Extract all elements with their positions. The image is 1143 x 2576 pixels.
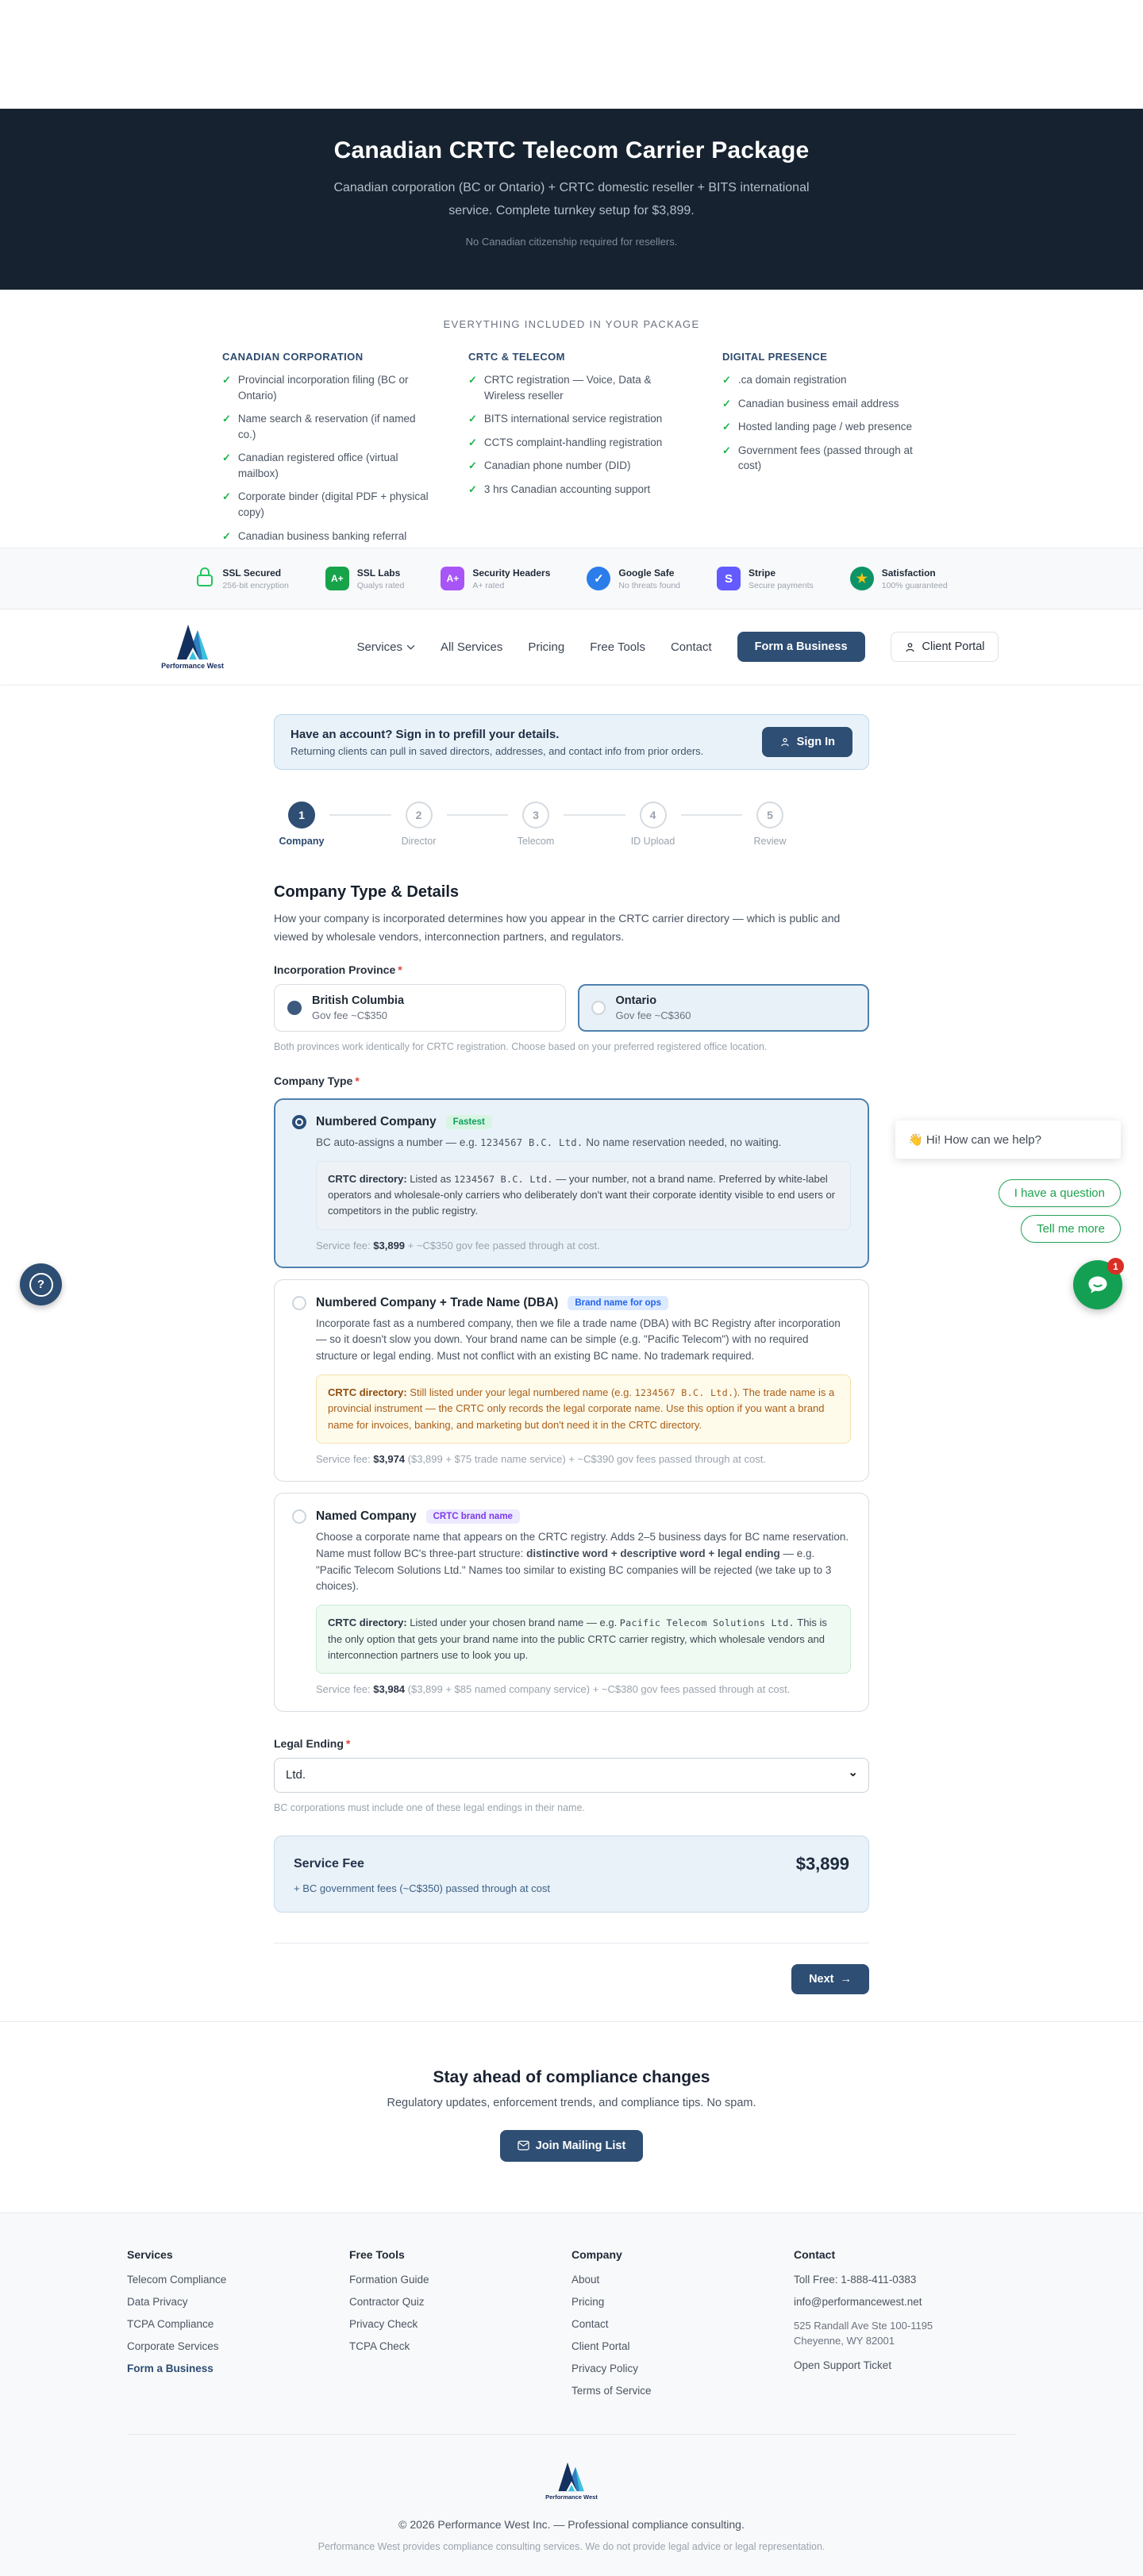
nav-link-contact[interactable]: Contact — [670, 640, 712, 654]
included-column-title: DIGITAL PRESENCE — [722, 351, 828, 363]
footer-column-title: Free Tools — [349, 2247, 405, 2261]
form-divider — [274, 1943, 869, 1944]
footer-divider — [127, 2434, 1016, 2435]
list-item-label: Name search & reservation (if named co.) — [237, 413, 416, 440]
included-section — [0, 290, 1143, 548]
step-company[interactable] — [274, 802, 329, 847]
check-icon: ✓ — [468, 413, 477, 425]
list-item — [222, 489, 433, 520]
footer-link-data-privacy[interactable]: Data Privacy — [127, 2295, 188, 2308]
performance-west-logo-icon — [176, 624, 210, 660]
option-title: Named Company — [316, 1509, 417, 1523]
list-item — [722, 443, 921, 474]
footer-link-privacy-policy[interactable]: Privacy Policy — [572, 2362, 639, 2374]
form-lead-text: How your company is incorporated determines how you appear in the CRTC carrier directory — which is public and viewed by wholesale vendors, interconnection partners, and regulators. — [274, 912, 841, 944]
client-portal-button[interactable]: Client Portal — [891, 632, 999, 662]
step-review[interactable] — [742, 802, 798, 847]
list-item-label: Hosted landing page / web presence — [737, 421, 913, 433]
list-item-label: Corporate binder (digital PDF + physical copy) — [237, 490, 429, 518]
badge-sub: A+ rated — [472, 580, 505, 590]
step-circle: 4 — [640, 802, 667, 829]
check-icon: ✓ — [468, 483, 477, 495]
step-label: Telecom — [517, 836, 555, 847]
trust-badge-stripe — [717, 567, 814, 590]
list-item-label: Canadian business email address — [737, 397, 899, 409]
chat-unread-badge: 1 — [1107, 1258, 1124, 1275]
option-service-fee: Service fee: $3,899 + ~C$350 gov fee passed through at cost. — [316, 1239, 600, 1251]
chevron-down-icon: ⌄ — [848, 1765, 858, 1779]
crtc-directory-note: CRTC directory: Still listed under your legal numbered name (e.g. 1234567 B.C. Ltd.). The trade name is a provincial instrument — the CRTC only records the legal corporate name. Use this option if you want a brand name for invoices, banking, and marketing but don't need it in the CRTC directory. — [316, 1375, 851, 1443]
person-icon — [779, 736, 791, 748]
footer-copyright: © 2026 Performance West Inc. — Professional compliance consulting. — [398, 2517, 745, 2531]
list-item-label: Canadian business banking referral — [237, 529, 407, 542]
included-column-title: CRTC & TELECOM — [468, 351, 565, 363]
main-navbar — [0, 609, 1143, 684]
required-asterisk: * — [345, 1736, 351, 1750]
option-service-fee: Service fee: $3,974 ($3,899 + $75 trade name service) + ~C$390 gov fees passed through at cost. — [316, 1452, 766, 1465]
list-item — [722, 396, 921, 412]
next-button[interactable]: Next → — [791, 1964, 869, 1994]
footer-link-formation-guide[interactable]: Formation Guide — [349, 2273, 429, 2286]
nav-link-free-tools[interactable]: Free Tools — [590, 640, 645, 654]
trust-badge-satisfaction — [850, 567, 948, 590]
option-service-fee: Service fee: $3,984 ($3,899 + $85 named company service) + ~C$380 gov fees passed through at cost. — [316, 1682, 791, 1695]
radio-icon[interactable] — [591, 1001, 606, 1015]
order-form-main — [274, 684, 869, 2021]
page-title: Company Type & Details — [274, 883, 460, 901]
list-item-label: Canadian registered office (virtual mailbox) — [237, 452, 398, 479]
brand-name: Performance West — [161, 662, 224, 670]
crtc-directory-note: CRTC directory: Listed as 1234567 B.C. Ltd. — your number, not a brand name. Preferred by white-label operators and wholesale-only carriers who deliberately don't want their corporate identity visible to end users or competitors in the public registry. — [316, 1161, 851, 1229]
stripe-icon: S — [717, 567, 741, 590]
mailing-title: Stay ahead of compliance changes — [433, 2067, 710, 2086]
footer-link-privacy-check[interactable]: Privacy Check — [349, 2317, 418, 2330]
list-item — [468, 411, 687, 427]
wave-emoji-icon: 👋 — [908, 1133, 923, 1147]
required-asterisk: * — [398, 963, 402, 977]
check-icon: ✓ — [468, 436, 477, 448]
province-name: British Columbia — [312, 994, 405, 1008]
radio-icon[interactable] — [292, 1115, 306, 1129]
star-circle-icon: ★ — [850, 567, 874, 590]
trust-badge-ssllabs — [325, 567, 405, 590]
radio-icon[interactable] — [292, 1296, 306, 1310]
page-footer — [0, 2213, 1143, 2576]
option-description: BC auto-assigns a number — e.g. 1234567 B.C. Ltd. No name reservation needed, no waiting. — [316, 1136, 782, 1149]
badge-title: Stripe — [749, 567, 776, 579]
signin-banner — [274, 714, 869, 770]
included-column-corporation — [222, 351, 433, 552]
form-a-business-button[interactable]: Form a Business — [737, 632, 865, 662]
province-fee: Gov fee ~C$350 — [312, 1009, 388, 1022]
badge-title: Security Headers — [472, 567, 551, 579]
top-spacer — [0, 0, 1143, 109]
progress-steps — [274, 802, 798, 847]
check-icon: ✓ — [468, 459, 477, 472]
join-mailing-list-button[interactable]: Join Mailing List — [500, 2130, 644, 2162]
list-item — [222, 529, 433, 544]
step-connector — [329, 814, 391, 816]
footer-column-contact — [794, 2248, 1016, 2407]
included-grid — [222, 351, 921, 552]
signin-title: Have an account? Sign in to prefill your details. — [291, 727, 560, 741]
list-item — [468, 372, 687, 403]
footer-column-title: Services — [127, 2247, 173, 2261]
check-icon: ✓ — [722, 397, 731, 409]
service-fee-label: Service Fee — [294, 1856, 364, 1870]
list-item-label: CRTC registration — Voice, Data & Wireless reseller — [483, 374, 652, 402]
badge-sub: Qualys rated — [356, 580, 405, 590]
chat-option-tell-me-more-button[interactable]: Tell me more — [1021, 1215, 1121, 1243]
province-name: Ontario — [615, 994, 657, 1008]
hero-note: No Canadian citizenship required for resellers. — [465, 235, 678, 248]
nav-link-all-services[interactable]: All Services — [440, 640, 503, 654]
option-title: Numbered Company — [316, 1115, 437, 1129]
step-id-upload[interactable] — [625, 802, 681, 847]
footer-address: 525 Randall Ave Ste 100-1195 Cheyenne, WY 82001 — [794, 2319, 933, 2347]
footer-column-company — [572, 2248, 794, 2407]
badge-title: SSL Labs — [356, 567, 401, 579]
lock-icon — [195, 565, 214, 593]
step-label: ID Upload — [630, 836, 675, 847]
footer-column-services — [127, 2248, 349, 2407]
list-item-label: Government fees (passed through at cost) — [737, 444, 913, 472]
option-badge: CRTC brand name — [426, 1509, 520, 1524]
step-circle: 3 — [522, 802, 549, 829]
option-badge: Fastest — [446, 1115, 492, 1129]
footer-disclaimer: Performance West provides compliance consulting services. We do not provide legal advice or legal representation. — [318, 2540, 826, 2552]
footer-link-tcpa-check[interactable]: TCPA Check — [349, 2340, 410, 2352]
list-item-label: CCTS complaint-handling registration — [483, 436, 663, 448]
step-circle: 1 — [288, 802, 315, 829]
footer-link-about[interactable]: About — [572, 2273, 600, 2286]
included-heading: EVERYTHING INCLUDED IN YOUR PACKAGE — [443, 318, 700, 330]
mail-icon — [518, 2140, 529, 2151]
step-connector — [564, 814, 625, 816]
step-label: Review — [753, 836, 787, 847]
chat-quick-replies — [999, 1179, 1121, 1243]
person-icon — [904, 641, 916, 653]
province-field-label: Incorporation Province * — [274, 963, 402, 977]
trust-badge-ssl — [195, 565, 288, 593]
chat-greeting-text: Hi! How can we help? — [926, 1133, 1041, 1147]
footer-link-client-portal[interactable]: Client Portal — [572, 2340, 630, 2352]
badge-title: Satisfaction — [881, 567, 936, 579]
service-fee-summary — [274, 1836, 869, 1913]
company-type-option-named[interactable] — [274, 1493, 869, 1712]
company-type-option-numbered-dba[interactable] — [274, 1279, 869, 1482]
footer-link-terms[interactable]: Terms of Service — [572, 2384, 652, 2397]
step-label: Company — [279, 836, 325, 847]
step-telecom[interactable] — [508, 802, 564, 847]
radio-icon[interactable] — [287, 1001, 302, 1015]
footer-link-telecom-compliance[interactable]: Telecom Compliance — [127, 2273, 227, 2286]
list-item — [222, 372, 433, 403]
badge-sub: 256-bit encryption — [222, 580, 289, 590]
service-fee-amount: $3,899 — [795, 1853, 849, 1874]
question-mark-icon: ? — [29, 1273, 53, 1297]
brand-logo[interactable] — [145, 624, 241, 670]
mailing-subtitle: Regulatory updates, enforcement trends, and compliance tips. No spam. — [387, 2096, 756, 2109]
hero-section — [0, 109, 1143, 290]
footer-link-contact[interactable]: Contact — [572, 2317, 609, 2330]
check-circle-blue-icon: ✓ — [587, 567, 610, 590]
legal-ending-field-label: Legal Ending * — [274, 1736, 351, 1750]
sign-in-button[interactable]: Sign In — [762, 727, 852, 757]
list-item — [468, 482, 687, 498]
company-type-field-label: Company Type * — [274, 1075, 360, 1088]
nav-link-services[interactable]: Services — [356, 640, 415, 654]
list-item-label: Canadian phone number (DID) — [483, 459, 631, 472]
badge-sub: Secure payments — [749, 580, 814, 590]
option-badge: Brand name for ops — [568, 1296, 668, 1310]
arrow-right-icon: → — [840, 1972, 852, 1986]
legal-ending-helper-text: BC corporations must include one of these legal endings in their name. — [274, 1801, 585, 1813]
province-option-bc[interactable] — [274, 984, 566, 1032]
check-icon: ✓ — [222, 374, 231, 386]
footer-link-tcpa-compliance[interactable]: TCPA Compliance — [127, 2317, 214, 2330]
included-column-title: CANADIAN CORPORATION — [222, 351, 364, 363]
option-description: Choose a corporate name that appears on the CRTC registry. Adds 2–5 business days for BC name reservation. Name must follow BC's three-part structure: distinctive word + descriptive word + legal ending — e.g. "Pacific Telecom Solutions Ltd." Names too similar to existing BC companies will be rejected (we take up to 3 choices). — [316, 1530, 849, 1593]
footer-link-form-a-business[interactable]: Form a Business — [127, 2362, 214, 2374]
included-column-telecom — [468, 351, 687, 552]
radio-icon[interactable] — [292, 1509, 306, 1524]
badge-sub: No threats found — [618, 580, 681, 590]
list-item-label: Provincial incorporation filing (BC or Ontario) — [237, 374, 409, 402]
hero-subtitle: Canadian corporation (BC or Ontario) + CRTC domestic reseller + BITS international service. Complete turnkey setup for $3,899. — [333, 181, 810, 217]
trust-badge-security-headers — [441, 567, 550, 590]
badge-title: Google Safe — [618, 567, 675, 579]
mailing-list-section — [0, 2021, 1143, 2213]
company-type-option-numbered[interactable] — [274, 1098, 869, 1267]
province-options — [274, 984, 869, 1032]
step-label: Director — [401, 836, 437, 847]
footer-toll-free[interactable]: Toll Free: 1-888-411-0383 — [794, 2273, 917, 2286]
footer-column-title: Contact — [794, 2247, 836, 2261]
chat-launcher-button[interactable] — [1073, 1260, 1122, 1309]
badge-sub: 100% guaranteed — [881, 580, 948, 590]
footer-link-contractor-quiz[interactable]: Contractor Quiz — [349, 2295, 425, 2308]
service-fee-note: + BC government fees (~C$350) passed through at cost — [294, 1882, 551, 1894]
check-icon: ✓ — [222, 490, 231, 503]
option-description: Incorporate fast as a numbered company, then we file a trade name (DBA) with BC Registry after incorporation — so it doesn't slow you down. Your brand name can be simple (e.g. "Pacific Telecom") with no required structure or legal ending. Must not conflict with an existing BC name. No trademark required. — [316, 1317, 841, 1363]
badge-title: SSL Secured — [222, 567, 282, 579]
footer-open-support-ticket[interactable]: Open Support Ticket — [794, 2359, 892, 2371]
list-item — [222, 450, 433, 481]
included-column-digital — [722, 351, 921, 552]
hero-title: Canadian CRTC Telecom Carrier Package — [333, 137, 810, 163]
chat-option-question-button[interactable]: I have a question — [999, 1179, 1121, 1207]
list-item-label: BITS international service registration — [483, 413, 663, 425]
list-item — [468, 435, 687, 451]
performance-west-logo-icon — [558, 2462, 585, 2492]
legal-ending-select[interactable] — [274, 1758, 869, 1793]
trust-badge-google-safe — [587, 567, 680, 590]
option-title: Numbered Company + Trade Name (DBA) — [316, 1295, 559, 1309]
step-circle: 2 — [406, 802, 433, 829]
footer-brand-logo[interactable] — [0, 2462, 1143, 2501]
province-option-ontario[interactable] — [578, 984, 870, 1032]
list-item — [468, 458, 687, 474]
a-plus-green-icon: A+ — [325, 567, 349, 590]
footer-link-pricing[interactable]: Pricing — [572, 2295, 605, 2308]
check-icon: ✓ — [722, 421, 731, 433]
check-icon: ✓ — [222, 413, 231, 425]
signin-subtitle: Returning clients can pull in saved directors, addresses, and contact info from prior orders. — [291, 744, 704, 757]
check-icon: ✓ — [468, 374, 477, 386]
province-helper-text: Both provinces work identically for CRTC registration. Choose based on your preferred registered office location. — [274, 1041, 768, 1053]
crtc-directory-note: CRTC directory: Listed under your chosen brand name — e.g. Pacific Telecom Solutions Ltd. This is the only option that gets your brand name into the public CRTC carrier registry, which wholesale vendors and interconnection partners use to look you up. — [316, 1605, 851, 1673]
footer-email[interactable]: info@performancewest.net — [794, 2295, 922, 2308]
check-icon: ✓ — [722, 444, 731, 456]
required-asterisk: * — [355, 1075, 360, 1088]
chat-greeting-bubble[interactable] — [895, 1121, 1121, 1159]
nav-link-pricing[interactable]: Pricing — [528, 640, 565, 654]
chat-bubble-icon — [1085, 1272, 1110, 1298]
help-button[interactable] — [20, 1263, 62, 1305]
list-item — [722, 372, 921, 388]
footer-column-title: Company — [572, 2247, 622, 2261]
trust-badges-bar — [0, 548, 1143, 609]
step-connector — [447, 814, 509, 816]
province-fee: Gov fee ~C$360 — [615, 1009, 691, 1022]
check-icon: ✓ — [722, 374, 731, 386]
step-director[interactable] — [391, 802, 447, 847]
list-item — [722, 419, 921, 435]
step-connector — [681, 814, 743, 816]
step-circle: 5 — [756, 802, 783, 829]
check-icon: ✓ — [222, 529, 231, 542]
footer-link-corporate-services[interactable]: Corporate Services — [127, 2340, 219, 2352]
chevron-down-icon — [406, 644, 415, 650]
list-item-label: .ca domain registration — [737, 374, 847, 386]
list-item-label: 3 hrs Canadian accounting support — [483, 483, 651, 495]
a-plus-purple-icon: A+ — [441, 567, 464, 590]
footer-column-free-tools — [349, 2248, 572, 2407]
check-icon: ✓ — [222, 452, 231, 464]
brand-name: Performance West — [545, 2493, 598, 2501]
list-item — [222, 411, 433, 442]
